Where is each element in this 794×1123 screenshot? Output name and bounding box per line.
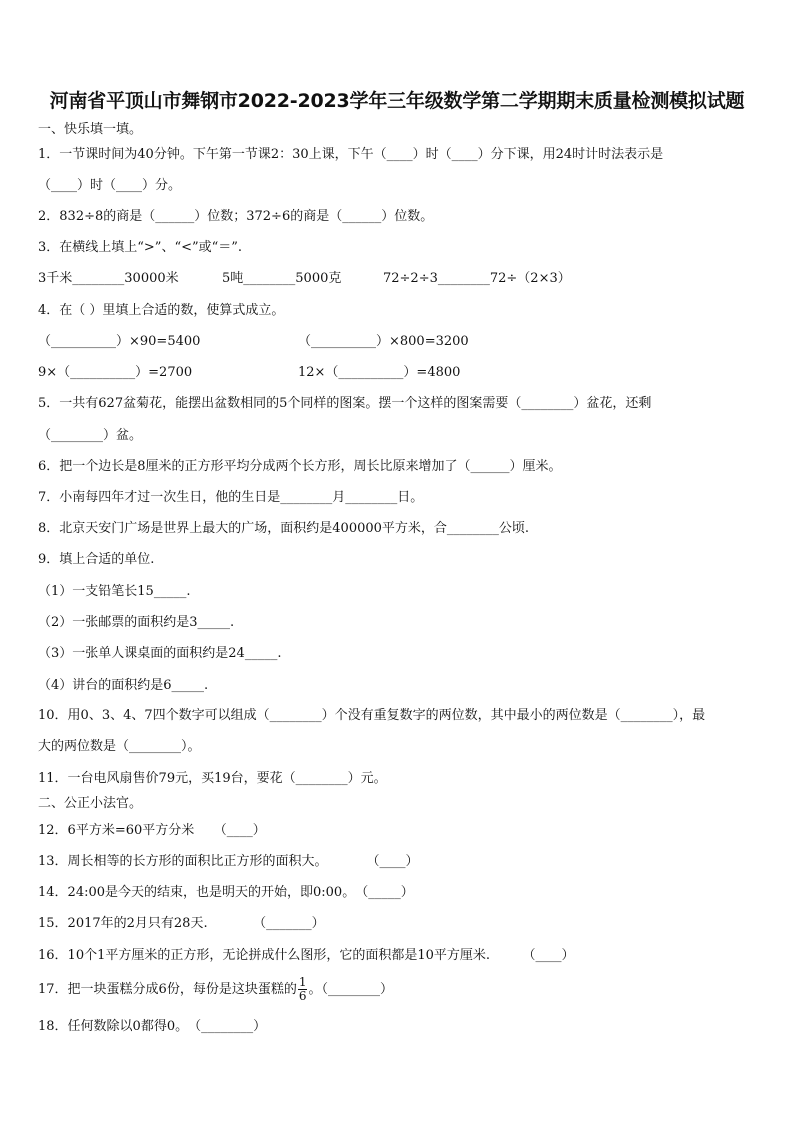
question-17-answer-blank: 。（________） bbox=[308, 982, 393, 997]
question-16: 16．10个1平方厘米的正方形，无论拼成什么图形，它的面积都是10平方厘米. （____） bbox=[38, 948, 575, 963]
question-17-text: 17．把一块蛋糕分成6份，每份是这块蛋糕的 bbox=[38, 982, 297, 997]
question-17 bbox=[38, 976, 393, 1004]
question-10-line-1: 10．用0、3、4、7四个数字可以组成（________）个没有重复数字的两位数，其中最小的两位数是（________），最 bbox=[38, 708, 706, 723]
question-4: 4．在（ ）里填上合适的数，使算式成立。 bbox=[38, 303, 285, 318]
question-1-line-2: （____）时（____）分。 bbox=[38, 178, 182, 193]
page-title: 河南省平顶山市舞钢市2022-2023学年三年级数学第二学期期末质量检测模拟试题 bbox=[49, 90, 745, 112]
question-13: 13．周长相等的长方形的面积比正方形的面积大。 （____） bbox=[38, 854, 419, 869]
question-4-item-b: （__________）×800=3200 bbox=[298, 334, 469, 349]
question-1-line-1: 1．一节课时间为40分钟。下午第一节课2：30上课，下午（____）时（____）分下课，用24时计时法表示是 bbox=[38, 147, 664, 162]
question-4-item-c: 9×（__________）=2700 bbox=[38, 365, 193, 380]
question-7: 7．小南每四年才过一次生日，他的生日是________月________日。 bbox=[38, 490, 424, 505]
question-8: 8．北京天安门广场是世界上最大的广场，面积约是400000平方米，合________公顷. bbox=[38, 521, 530, 536]
question-14: 14．24:00是今天的结束，也是明天的开始，即0:00。 （_____） bbox=[38, 885, 414, 900]
question-4-item-a: （__________）×90=5400 bbox=[38, 334, 201, 349]
question-9-item-3: （3）一张单人课桌面的面积约是24_____. bbox=[38, 646, 282, 661]
question-3: 3．在横线上填上“>”、“<”或“＝”. bbox=[38, 240, 243, 255]
question-18: 18．任何数除以0都得0。 （________） bbox=[38, 1019, 267, 1034]
section-heading-fill-in: 一、快乐填一填。 bbox=[38, 122, 143, 137]
fraction-denominator: 6 bbox=[298, 989, 307, 1003]
question-11: 11．一台电风扇售价79元，买19台，要花（________）元。 bbox=[38, 771, 387, 786]
question-2: 2．832÷8的商是（______）位数；372÷6的商是（______）位数。 bbox=[38, 209, 434, 224]
question-9-item-2: （2）一张邮票的面积约是3_____. bbox=[38, 615, 235, 630]
fraction-numerator: 1 bbox=[298, 975, 307, 989]
question-9-item-1: （1）一支铅笔长15_____. bbox=[38, 584, 191, 599]
question-3-item-c: 72÷2÷3________72÷（2×3） bbox=[383, 271, 571, 286]
section-heading-true-false: 二、公正小法官。 bbox=[38, 796, 143, 811]
question-3-item-a: 3千米________30000米 bbox=[38, 271, 179, 286]
fraction-one-sixth bbox=[298, 976, 308, 1003]
question-4-item-d: 12×（__________）=4800 bbox=[298, 365, 461, 380]
question-9: 9．填上合适的单位. bbox=[38, 552, 155, 567]
question-6: 6．把一个边长是8厘米的正方形平均分成两个长方形，周长比原来增加了（______）厘米。 bbox=[38, 459, 562, 474]
question-15: 15．2017年的2月只有28天. （_______） bbox=[38, 916, 325, 931]
question-12: 12．6平方米=60平方分米 （____） bbox=[38, 823, 266, 838]
question-10-line-2: 大的两位数是（________）。 bbox=[38, 739, 201, 754]
question-3-item-b: 5吨________5000克 bbox=[222, 271, 342, 286]
question-5-line-1: 5．一共有627盆菊花，能摆出盆数相同的5个同样的图案。摆一个这样的图案需要（________）盆花，还剩 bbox=[38, 396, 652, 411]
question-5-line-2: （________）盆。 bbox=[38, 428, 143, 443]
question-9-item-4: （4）讲台的面积约是6_____. bbox=[38, 678, 209, 693]
